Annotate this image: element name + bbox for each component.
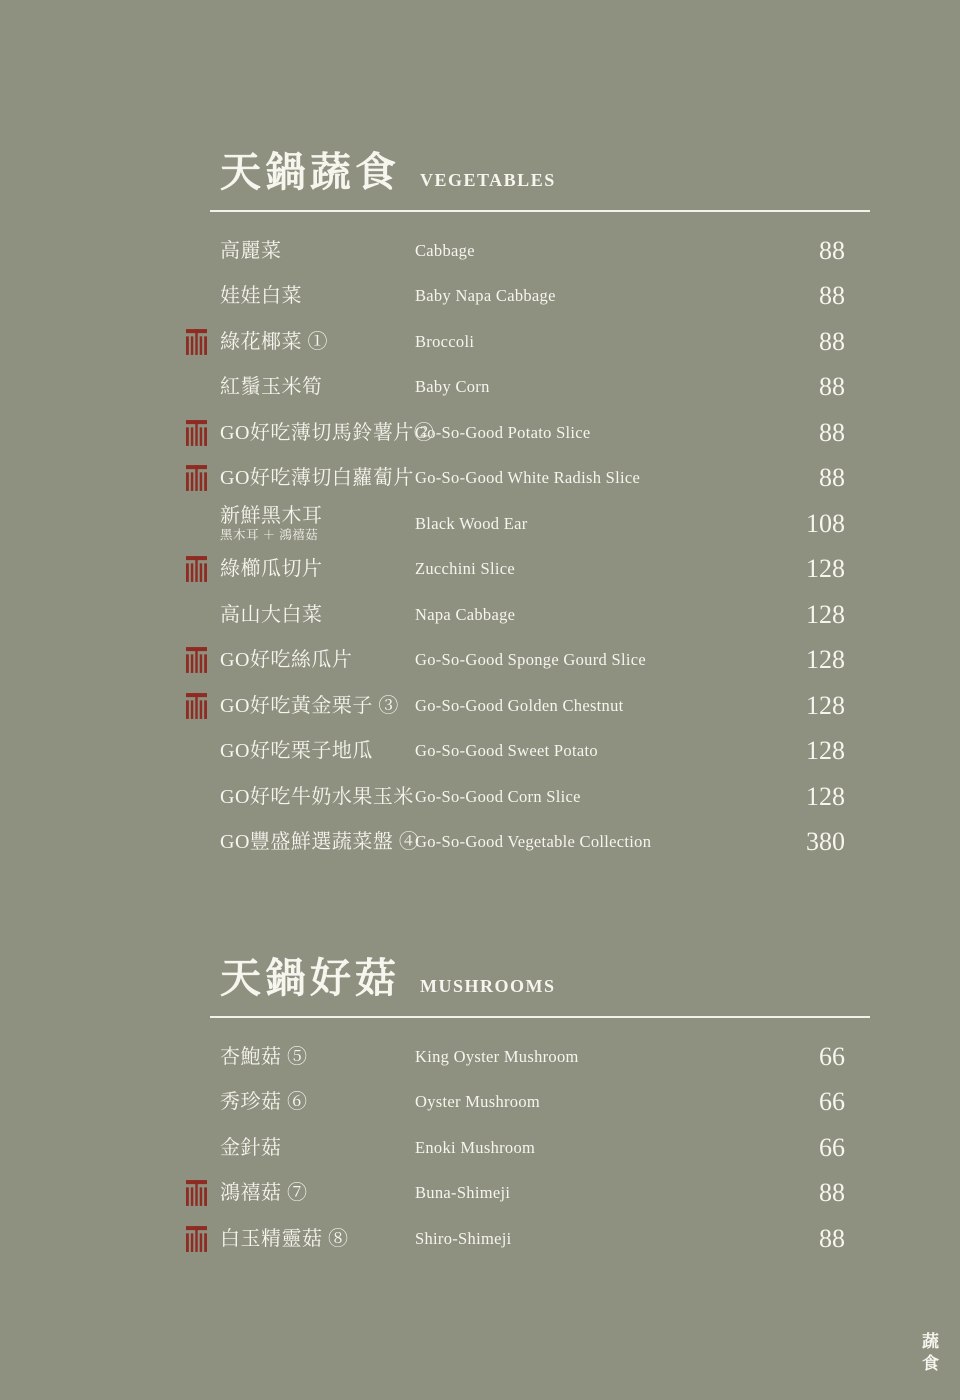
item-name-zh: GO豐盛鮮選蔬菜盤 ④ — [220, 831, 420, 854]
menu-item-row — [186, 683, 870, 729]
section-header — [220, 139, 870, 193]
item-name-en: Go-So-Good Potato Slice — [415, 422, 591, 442]
item-zh-cell — [220, 1227, 415, 1251]
item-price: 380 — [806, 827, 845, 857]
item-name-en: Go-So-Good Sponge Gourd Slice — [415, 650, 646, 670]
brand-seal-icon — [186, 1180, 220, 1206]
item-zh-cell — [220, 375, 415, 399]
item-name-zh: 金針菇 — [220, 1136, 282, 1159]
menu-item-row — [186, 820, 870, 866]
item-price: 66 — [819, 1041, 845, 1071]
brand-seal-icon — [186, 1089, 220, 1115]
item-price: 88 — [819, 235, 845, 265]
section-divider-line — [210, 1016, 870, 1018]
item-name-zh: GO好吃牛奶水果玉米 — [220, 785, 414, 808]
item-name-zh: 娃娃白菜 — [220, 285, 302, 308]
menu-item-row — [186, 547, 870, 593]
brand-seal-icon — [186, 602, 220, 628]
item-name-zh: GO好吃薄切馬鈴薯片② — [220, 421, 435, 444]
item-zh-cell — [220, 830, 420, 854]
item-name-en: Baby Napa Cabbage — [415, 286, 556, 306]
item-price: 66 — [819, 1132, 845, 1162]
menu-item-row — [186, 1216, 870, 1262]
brand-seal-icon — [186, 374, 220, 400]
item-price: 128 — [806, 736, 845, 766]
item-name-en: Go-So-Good White Radish Slice — [415, 468, 641, 488]
menu-item-row — [186, 1171, 870, 1217]
menu-item-row — [186, 274, 870, 320]
item-name-zh: 杏鮑菇 ⑤ — [220, 1045, 308, 1068]
item-price: 88 — [819, 463, 845, 493]
item-name-zh: 高山大白菜 — [220, 603, 323, 626]
item-price: 88 — [819, 417, 845, 447]
menu-item-row — [186, 319, 870, 365]
item-name-en: King Oyster Mushroom — [415, 1046, 579, 1066]
item-price: 128 — [806, 599, 845, 629]
item-subtitle-zh: 黑木耳 ＋ 鴻禧菇 — [220, 528, 319, 543]
item-zh-cell — [220, 1090, 415, 1114]
brand-seal-icon — [186, 647, 220, 673]
item-price: 88 — [819, 326, 845, 356]
item-name-en: Shiro-Shimeji — [415, 1228, 512, 1248]
item-price: 88 — [819, 372, 845, 402]
item-zh-cell — [220, 284, 415, 308]
item-name-en: Go-So-Good Corn Slice — [415, 786, 581, 806]
item-name-zh: 白玉精靈菇 ⑧ — [220, 1227, 349, 1250]
page-corner-marker: 蔬食 — [919, 1332, 938, 1376]
item-price: 128 — [806, 781, 845, 811]
menu-item-row — [186, 638, 870, 684]
section-title-en: MUSHROOMS — [420, 976, 556, 996]
menu-item-row — [186, 592, 870, 638]
item-price: 88 — [819, 1223, 845, 1253]
item-name-zh: GO好吃栗子地瓜 — [220, 740, 373, 763]
item-name-en: Zucchini Slice — [415, 559, 515, 579]
item-name-en: Buna-Shimeji — [415, 1183, 511, 1203]
item-name-en: Black Wood Ear — [415, 513, 528, 533]
menu-item-row — [186, 365, 870, 411]
brand-seal-icon — [186, 829, 220, 855]
section-item-list — [186, 228, 870, 865]
section-title-zh: 天鍋好菇 — [220, 955, 400, 1001]
item-zh-cell — [220, 603, 415, 627]
menu-page — [186, 0, 870, 1262]
item-name-zh: 鴻禧菇 ⑦ — [220, 1182, 308, 1205]
menu-item-row — [186, 1034, 870, 1080]
brand-seal-icon — [186, 784, 220, 810]
item-name-zh: 新鮮黑木耳 — [220, 505, 323, 528]
item-zh-cell — [220, 694, 415, 718]
item-zh-cell — [220, 421, 435, 445]
item-name-zh: GO好吃絲瓜片 — [220, 649, 353, 672]
item-name-en: Go-So-Good Sweet Potato — [415, 741, 598, 761]
menu-item-row — [186, 729, 870, 775]
item-name-zh: 綠花椰菜 ① — [220, 330, 328, 353]
menu-item-row — [186, 1080, 870, 1126]
section-header — [220, 945, 870, 999]
item-price: 88 — [819, 1178, 845, 1208]
item-zh-cell — [220, 739, 415, 763]
item-price: 66 — [819, 1087, 845, 1117]
item-price: 128 — [806, 645, 845, 675]
section-title-en: VEGETABLES — [420, 170, 556, 190]
menu-item-row — [186, 410, 870, 456]
item-zh-cell — [220, 785, 415, 809]
brand-seal-icon — [186, 283, 220, 309]
item-zh-cell — [220, 1136, 415, 1160]
brand-seal-icon — [186, 238, 220, 264]
item-zh-cell — [220, 466, 415, 490]
brand-seal-icon — [186, 511, 220, 537]
item-name-zh: 紅鬚玉米筍 — [220, 376, 323, 399]
item-name-zh: GO好吃薄切白蘿蔔片 — [220, 467, 414, 490]
brand-seal-icon — [186, 1135, 220, 1161]
brand-seal-icon — [186, 738, 220, 764]
section-divider-line — [210, 210, 870, 212]
item-zh-cell — [220, 557, 415, 581]
item-zh-cell — [220, 1045, 415, 1069]
item-price: 128 — [806, 690, 845, 720]
item-name-en: Oyster Mushroom — [415, 1092, 541, 1112]
item-zh-cell — [220, 1181, 415, 1205]
item-zh-cell — [220, 239, 415, 263]
item-name-en: Go-So-Good Golden Chestnut — [415, 695, 624, 715]
menu-section — [186, 139, 870, 865]
brand-seal-icon — [186, 420, 220, 446]
item-name-zh: GO好吃黃金栗子 ③ — [220, 694, 399, 717]
menu-item-row — [186, 501, 870, 547]
menu-item-row — [186, 228, 870, 274]
item-price: 108 — [806, 508, 845, 538]
item-name-en: Cabbage — [415, 240, 475, 260]
item-price: 88 — [819, 281, 845, 311]
brand-seal-icon — [186, 1044, 220, 1070]
brand-seal-icon — [186, 693, 220, 719]
item-name-en: Enoki Mushroom — [415, 1137, 536, 1157]
item-name-en: Baby Corn — [415, 377, 490, 397]
item-zh-cell — [220, 504, 415, 543]
section-item-list — [186, 1034, 870, 1262]
item-name-en: Napa Cabbage — [415, 604, 516, 624]
brand-seal-icon — [186, 465, 220, 491]
menu-item-row — [186, 774, 870, 820]
menu-item-row — [186, 456, 870, 502]
item-name-zh: 綠櫛瓜切片 — [220, 558, 323, 581]
section-title-zh: 天鍋蔬食 — [220, 149, 400, 195]
item-name-zh: 高麗菜 — [220, 239, 282, 262]
item-zh-cell — [220, 648, 415, 672]
item-zh-cell — [220, 330, 415, 354]
brand-seal-icon — [186, 556, 220, 582]
brand-seal-icon — [186, 329, 220, 355]
item-name-en: Broccoli — [415, 331, 475, 351]
brand-seal-icon — [186, 1226, 220, 1252]
menu-item-row — [186, 1125, 870, 1171]
menu-section — [186, 945, 870, 1262]
item-name-en: Go-So-Good Vegetable Collection — [415, 832, 652, 852]
item-name-zh: 秀珍菇 ⑥ — [220, 1091, 308, 1114]
item-price: 128 — [806, 554, 845, 584]
